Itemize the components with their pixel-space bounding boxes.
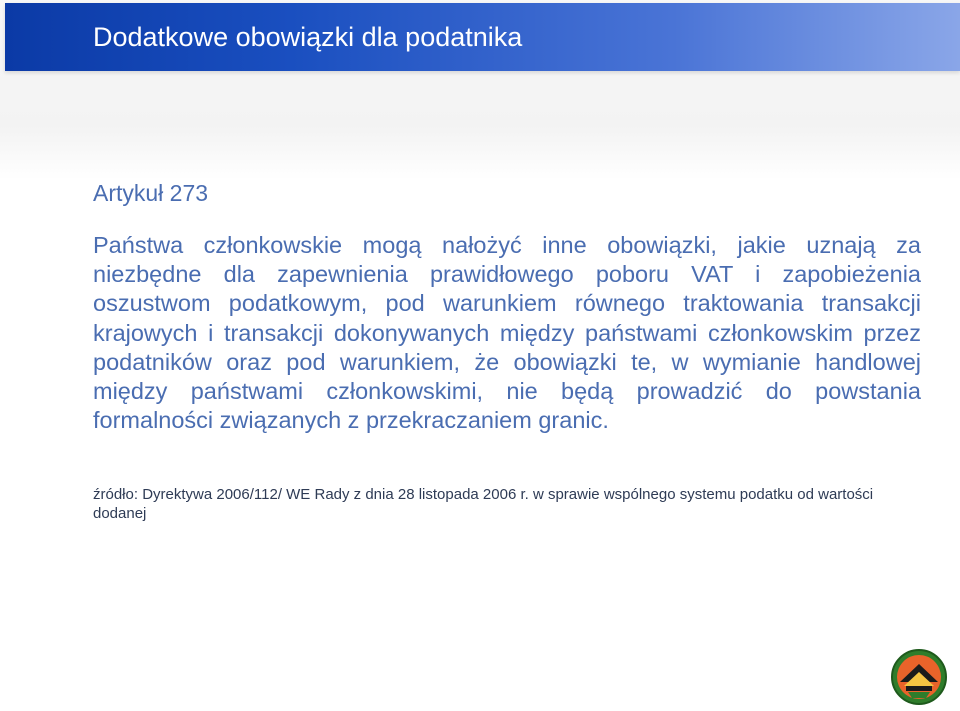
article-heading: Artykuł 273 (93, 180, 209, 206)
slide-title: Dodatkowe obowiązki dla podatnika (93, 22, 523, 52)
source-note: źródło: Dyrektywa 2006/112/ WE Rady z dnia 28 listopada 2006 r. w sprawie wspólnego systemu podatku od wartości dodanej (93, 486, 874, 522)
emblem-logo-icon (890, 648, 948, 706)
article-body: Państwa członkowskie mogą nałożyć inne obowiązki, jakie uznają za niezbędne dla zapewnienia prawidłowego poboru VAT i zapobieżenia oszustwom podatkowym, pod warunkiem równego traktowania transakcji krajowych i transakcji dokonywanych między państwami członkowskim przez podatników oraz pod warunkiem, że obowiązki te, w wymianie handlowej między państwami członkowskimi, nie będą prowadzić do powstania formalności związanych z przekraczaniem granic. (93, 232, 921, 434)
